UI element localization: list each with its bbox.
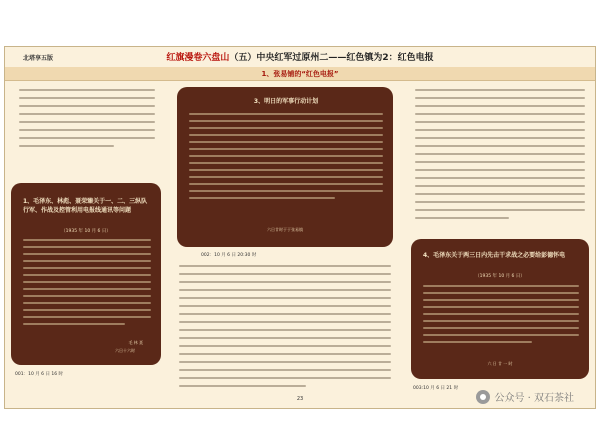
watermark-text: 公众号 · 双石茶社	[494, 393, 574, 404]
telegram-card-left	[11, 183, 161, 365]
wechat-icon	[476, 390, 490, 404]
title-mid: （五）中央红军过原州二——	[229, 53, 347, 63]
card-body	[189, 113, 383, 204]
card-date: （1935 年 10 月 6 日）	[61, 229, 111, 234]
card-title: 4、毛泽东关于两三日内先击干求战之必要给彭德怀电	[423, 252, 566, 259]
center-body-text	[179, 265, 391, 393]
title-lead: 红旗漫卷六盘山	[166, 53, 230, 63]
title-tail: 红色镇为2：红色电报	[346, 53, 434, 63]
book-title: 北塔享五版	[23, 55, 54, 62]
document-sheet	[4, 46, 596, 409]
watermark	[476, 389, 574, 404]
card-signature: 毛 林 聂	[128, 340, 143, 345]
card-sign-date: 六 日 廿 一 时	[487, 361, 513, 366]
telegram-card-right	[411, 239, 589, 379]
center-caption: 002：10 月 6 日 20:30 时	[201, 253, 257, 258]
card-title: 3、明日的军事行动计划	[253, 98, 319, 105]
card-body	[23, 239, 151, 330]
telegram-card-center	[177, 87, 393, 247]
card-date: （1935 年 10 月 6 日）	[475, 274, 525, 279]
right-caption: 003:10 月 6 日 21 时	[413, 386, 459, 391]
section-heading: 1、张易铺的“红色电报”	[261, 70, 339, 78]
card-body	[423, 285, 579, 348]
card-sign-date: 六日十六时	[115, 348, 135, 353]
page-header	[5, 47, 595, 68]
left-body-text	[19, 89, 155, 153]
section-band	[5, 67, 595, 81]
right-body-text	[415, 89, 585, 225]
card-title: 1、毛泽东、林彪、聂荣臻关于一、二、三纵队行军、作战及控管利用电报线通讯等问题	[23, 198, 148, 214]
left-caption: 001：10 月 6 日 16 时	[15, 372, 64, 377]
card-sign-date: 六日廿时于于张易镇	[267, 227, 303, 232]
page-title	[5, 50, 595, 63]
page-number: 23	[296, 396, 304, 402]
